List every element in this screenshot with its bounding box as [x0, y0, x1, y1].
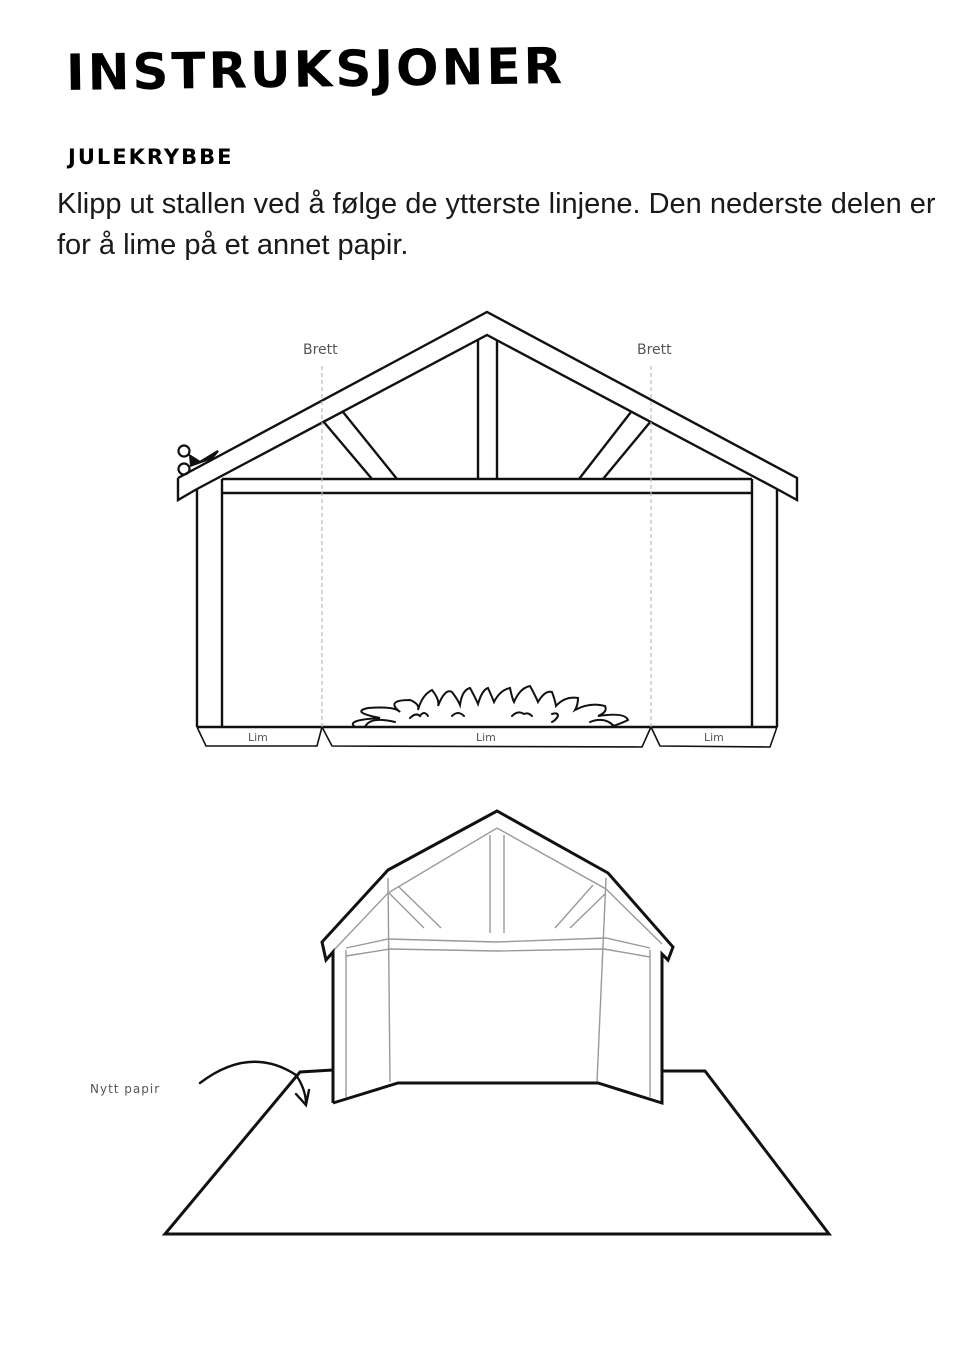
assembled-stable-drawing: [90, 811, 829, 1234]
left-brace: [323, 412, 397, 479]
glue-label-right: Lim: [704, 731, 724, 744]
glue-label-left: Lim: [248, 731, 268, 744]
king-post: [478, 340, 497, 479]
curved-arrow-icon: [200, 1062, 309, 1105]
instructions-text: Klipp ut stallen ved å følge de ytterste linjene. Den nederste delen er for å lime på et annet papir.: [57, 188, 936, 261]
fold-label-right: Brett: [637, 342, 672, 358]
new-paper-label: Nytt papir: [90, 1082, 161, 1096]
roof-left-end: [178, 478, 197, 500]
hay-illustration: [353, 686, 628, 727]
left-wall: [197, 479, 222, 727]
roof-outer-edge: [178, 312, 797, 500]
roof-inner-edge: [197, 335, 777, 489]
glue-label-center: Lim: [476, 731, 496, 744]
cross-beam: [222, 479, 752, 493]
right-wall: [752, 479, 777, 727]
section-subtitle: JULEKRYBBE: [68, 145, 234, 169]
fold-label-left: Brett: [303, 342, 338, 358]
right-brace: [579, 412, 651, 479]
page-title: INSTRUKSJONER: [65, 37, 566, 102]
